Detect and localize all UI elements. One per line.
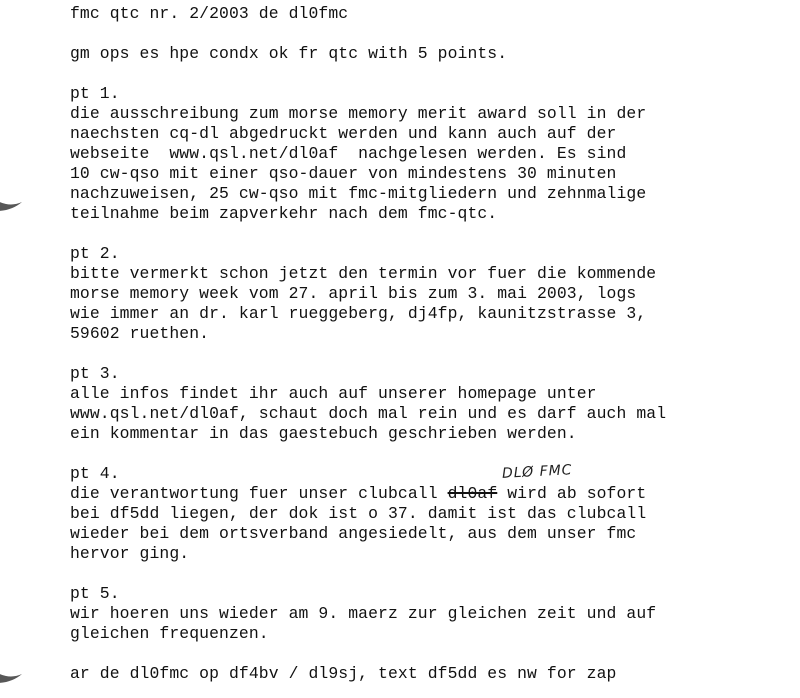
point-2 <box>70 244 790 344</box>
point-title: pt 3. <box>70 364 120 383</box>
document-body <box>70 4 790 684</box>
text-line: webseite www.qsl.net/dl0af nachgelesen werden. Es sind <box>70 144 627 163</box>
point-5 <box>70 584 790 644</box>
handwritten-correction: DLØ FMC <box>501 462 573 482</box>
text-line: wieder bei dem ortsverband angesiedelt, aus dem unser fmc <box>70 524 637 543</box>
text-line: morse memory week vom 27. april bis zum 3. mai 2003, logs <box>70 284 637 303</box>
punch-hole-shadow-icon <box>0 188 34 218</box>
greeting-line: gm ops es hpe condx ok fr qtc with 5 points. <box>70 44 508 63</box>
point-title: pt 2. <box>70 244 120 263</box>
text-line <box>70 484 790 504</box>
text-segment: die verantwortung fuer unser clubcall <box>70 484 448 503</box>
text-segment: wird ab sofort <box>497 484 647 503</box>
text-line: bitte vermerkt schon jetzt den termin vor fuer die kommende <box>70 264 657 283</box>
signoff-line: ar de dl0fmc op df4bv / dl9sj, text df5dd es nw for zap <box>70 664 617 683</box>
point-3 <box>70 364 790 444</box>
text-line: wir hoeren uns wieder am 9. maerz zur gleichen zeit und auf <box>70 604 657 623</box>
text-line: 10 cw-qso mit einer qso-dauer von mindestens 30 minuten <box>70 164 617 183</box>
point-title: pt 4. <box>70 464 120 483</box>
text-line: alle infos findet ihr auch auf unserer homepage unter <box>70 384 597 403</box>
point-title: pt 5. <box>70 584 120 603</box>
text-line: gleichen frequenzen. <box>70 624 269 643</box>
point-1 <box>70 84 790 224</box>
punch-hole-shadow-icon <box>0 660 34 690</box>
struck-callsign: dl0af <box>447 484 498 503</box>
document-header: fmc qtc nr. 2/2003 de dl0fmc <box>70 4 349 23</box>
text-line: nachzuweisen, 25 cw-qso mit fmc-mitgliedern und zehnmalige <box>70 184 647 203</box>
point-4 <box>70 464 790 564</box>
text-line: bei df5dd liegen, der dok ist o 37. damit ist das clubcall <box>70 504 647 523</box>
text-line: wie immer an dr. karl rueggeberg, dj4fp, kaunitzstrasse 3, <box>70 304 647 323</box>
text-line: 59602 ruethen. <box>70 324 210 343</box>
point-title: pt 1. <box>70 84 120 103</box>
text-line: hervor ging. <box>70 544 190 563</box>
text-line: teilnahme beim zapverkehr nach dem fmc-qtc. <box>70 204 498 223</box>
text-line: ein kommentar in das gaestebuch geschrieben werden. <box>70 424 577 443</box>
text-line: www.qsl.net/dl0af, schaut doch mal rein und es darf auch mal <box>70 404 667 423</box>
text-line: naechsten cq-dl abgedruckt werden und kann auch auf der <box>70 124 617 143</box>
text-line: die ausschreibung zum morse memory merit award soll in der <box>70 104 647 123</box>
